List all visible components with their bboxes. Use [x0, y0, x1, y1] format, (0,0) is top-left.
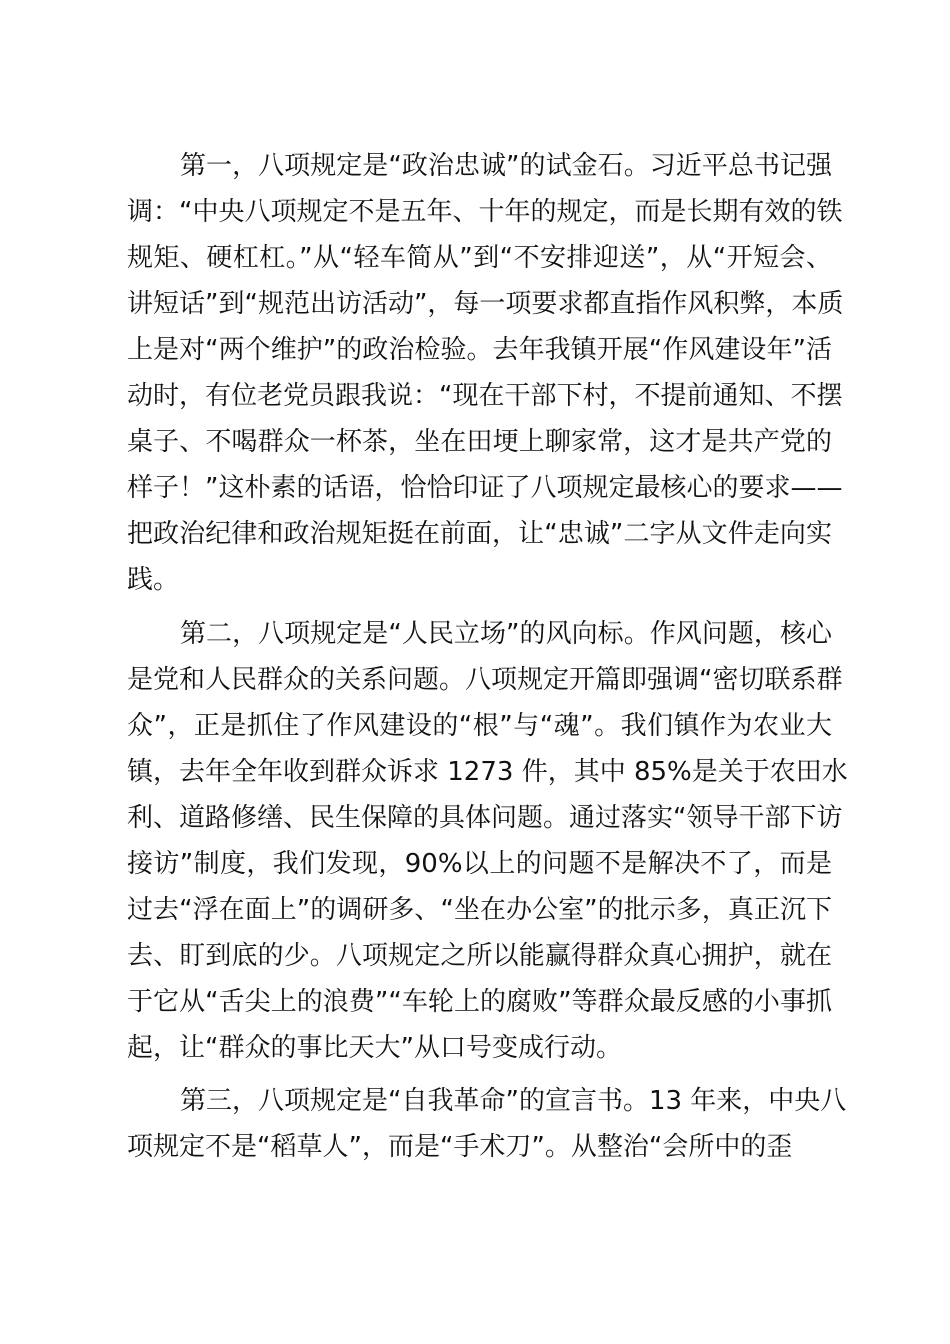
paragraph-line: 去、盯到底的少。八项规定之所以能赢得群众真心拥护，就在: [127, 941, 832, 971]
paragraph-line: 是党和人民群众的关系问题。八项规定开篇即强调“密切联系群: [127, 665, 843, 695]
paragraph-line: 桌子、不喝群众一杯茶，坐在田埂上聊家常，这才是共产党的: [127, 427, 832, 457]
paragraph-line: 规矩、硬杠杠。”从“轻车简从”到“不安排迎送”，从“开短会、: [127, 243, 832, 273]
paragraph-line: 接访”制度，我们发现，90%以上的问题不是解决不了，而是: [127, 849, 832, 879]
paragraph-line: 第二，八项规定是“人民立场”的风向标。作风问题，核心: [180, 619, 832, 649]
paragraph-line: 项规定不是“稻草人”，而是“手术刀”。从整治“会所中的歪: [127, 1132, 793, 1162]
paragraph-line: 践。: [127, 565, 180, 595]
paragraph-line: 上是对“两个维护”的政治检验。去年我镇开展“作风建设年”活: [127, 335, 832, 365]
paragraph-line: 利、道路修缮、民生保障的具体问题。通过落实“领导干部下访: [127, 803, 843, 833]
paragraph-line: 动时，有位老党员跟我说：“现在干部下村，不提前通知、不摆: [127, 381, 843, 411]
paragraph-line: 讲短话”到“规范出访活动”，每一项要求都直指作风积弊，本质: [127, 289, 844, 319]
paragraph-line: 镇，去年全年收到群众诉求 1273 件，其中 85%是关于农田水: [127, 757, 848, 787]
paragraph-line: 起，让“群众的事比天大”从口号变成行动。: [127, 1033, 622, 1063]
paragraph-line: 样子！”这朴素的话语，恰恰印证了八项规定最核心的要求——: [127, 473, 843, 503]
paragraph-line: 众”，正是抓住了作风建设的“根”与“魂”。我们镇作为农业大: [127, 711, 832, 741]
paragraph-line: 把政治纪律和政治规矩挺在前面，让“忠诚”二字从文件走向实: [127, 519, 832, 549]
paragraph-line: 于它从“舌尖上的浪费”“车轮上的腐败”等群众最反感的小事抓: [127, 987, 832, 1017]
paragraph-line: 第三，八项规定是“自我革命”的宣言书。13 年来，中央八: [180, 1086, 847, 1116]
paragraph-line: 调：“中央八项规定不是五年、十年的规定，而是长期有效的铁: [127, 197, 843, 227]
paragraph-line: 第一，八项规定是“政治忠诚”的试金石。习近平总书记强: [180, 151, 832, 181]
paragraph-line: 过去“浮在面上”的调研多、“坐在办公室”的批示多，真正沉下: [127, 895, 832, 925]
